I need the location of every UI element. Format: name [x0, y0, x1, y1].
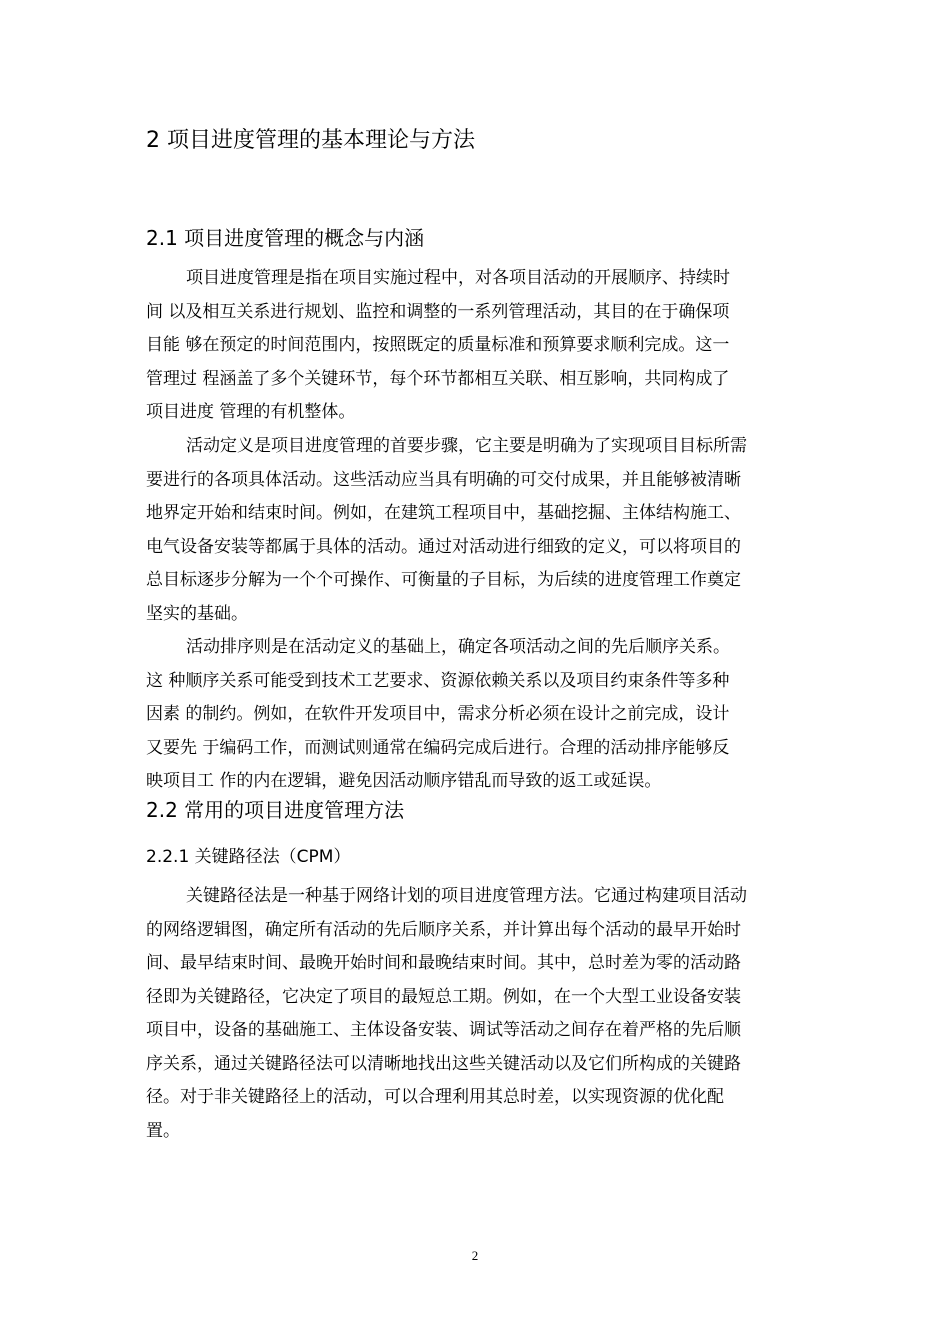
text-line: 间、最早结束时间、最晚开始时间和最晚结束时间。其中，总时差为零的活动路 — [146, 953, 741, 973]
text-line: 管理过 程涵盖了多个关键环节，每个环节都相互关联、相互影响，共同构成了 — [146, 368, 730, 389]
section-2-2-title: 2.2 常用的项目进度管理方法 — [146, 798, 405, 822]
text-line: 项目进度管理是指在项目实施过程中，对各项目活动的开展顺序、持续时 — [186, 268, 730, 288]
text-line: 关键路径法是一种基于网络计划的项目进度管理方法。它通过构建项目活动 — [186, 886, 747, 906]
text-line: 这 种顺序关系可能受到技术工艺要求、资源依赖关系以及项目约束条件等多种 — [146, 670, 730, 691]
text-line: 活动排序则是在活动定义的基础上，确定各项活动之间的先后顺序关系。 — [186, 637, 730, 657]
paragraph-schedule-management — [146, 262, 812, 430]
text-line: 要进行的各项具体活动。这些活动应当具有明确的可交付成果，并且能够被清晰 — [146, 469, 741, 490]
text-line: 项目进度 管理的有机整体。 — [146, 402, 356, 422]
page-number: 2 — [471, 1248, 479, 1263]
text-line: 地界定开始和结束时间。例如，在建筑工程项目中，基础挖掘、主体结构施工、 — [146, 503, 741, 523]
text-line: 又要先 于编码工作，而测试则通常在编码完成后进行。合理的活动排序能够反 — [146, 737, 730, 758]
text-line: 目能 够在预定的时间范围内，按照既定的质量标准和预算要求顺利完成。这一 — [146, 335, 730, 355]
text-line: 径。对于非关键路径上的活动，可以合理利用其总时差，以实现资源的优化配 — [146, 1087, 724, 1107]
text-line: 坚实的基础。 — [146, 603, 248, 624]
text-line: 的网络逻辑图，确定所有活动的先后顺序关系，并计算出每个活动的最早开始时 — [146, 919, 741, 940]
paragraph-activity-sequencing — [146, 631, 812, 799]
text-line: 项目中，设备的基础施工、主体设备安装、调试等活动之间存在着严格的先后顺 — [146, 1020, 741, 1040]
subsection-2-2-1-title: 2.2.1 关键路径法（CPM） — [146, 847, 351, 867]
chapter-title: 2 项目进度管理的基本理论与方法 — [146, 128, 475, 153]
paragraph-cpm — [146, 880, 812, 1148]
text-line: 径即为关键路径，它决定了项目的最短总工期。例如，在一个大型工业设备安装 — [146, 986, 741, 1007]
text-line: 置。 — [146, 1120, 180, 1141]
text-line: 活动定义是项目进度管理的首要步骤，它主要是明确为了实现项目目标所需 — [186, 436, 747, 456]
text-line: 间 以及相互关系进行规划、监控和调整的一系列管理活动，其目的在于确保项 — [146, 301, 730, 322]
text-line: 电气设备安装等都属于具体的活动。通过对活动进行细致的定义，可以将项目的 — [146, 536, 741, 557]
paragraph-activity-definition — [146, 430, 812, 631]
section-2-1-title: 2.1 项目进度管理的概念与内涵 — [146, 226, 425, 250]
text-line: 映项目工 作的内在逻辑，避免因活动顺序错乱而导致的返工或延误。 — [146, 771, 662, 791]
text-line: 总目标逐步分解为一个个可操作、可衡量的子目标，为后续的进度管理工作奠定 — [146, 570, 741, 590]
text-line: 因素 的制约。例如，在软件开发项目中，需求分析必须在设计之前完成，设计 — [146, 704, 730, 724]
text-line: 序关系，通过关键路径法可以清晰地找出这些关键活动以及它们所构成的关键路 — [146, 1053, 741, 1074]
